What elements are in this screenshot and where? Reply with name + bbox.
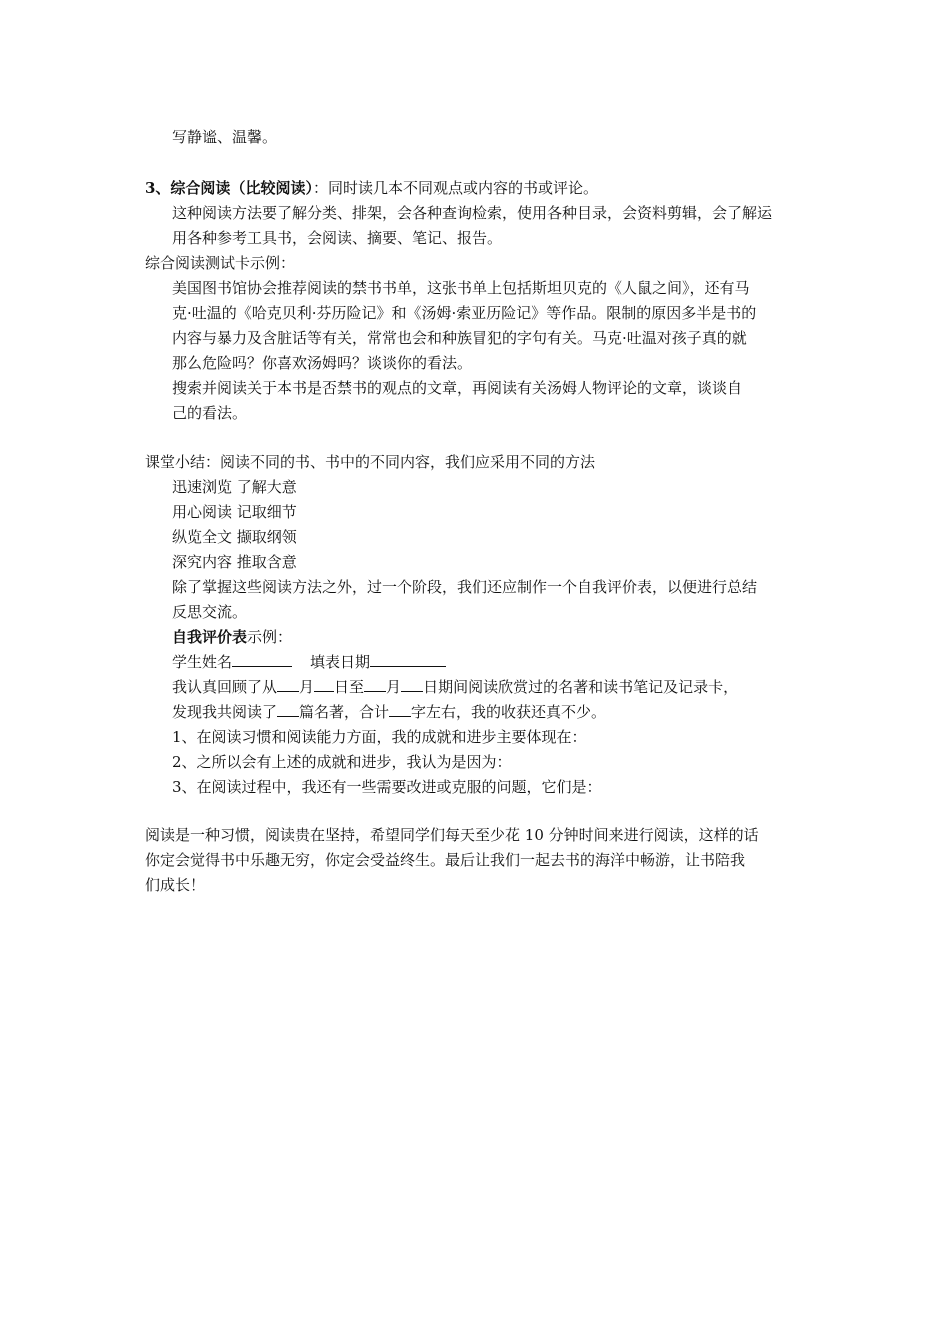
form-question: 3、在阅读过程中，我还有一些需要改进或克服的问题，它们是： <box>172 778 602 796</box>
student-name-label: 学生姓名 <box>172 653 233 671</box>
paragraph-line: 己的看法。 <box>172 404 248 422</box>
to-day-blank[interactable] <box>401 677 423 692</box>
to-month-blank[interactable] <box>364 677 386 692</box>
section-heading <box>145 178 598 198</box>
closing-paragraph-line: 阅读是一种习惯，阅读贵在坚持，希望同学们每天至少花 10 分钟时间来进行阅读，这样的话 <box>145 826 759 844</box>
test-card-label: 综合阅读测试卡示例： <box>145 254 296 272</box>
paragraph-line: 那么危险吗？你喜欢汤姆吗？谈谈你的看法。 <box>172 354 473 372</box>
form-text: 发现我共阅读了 <box>172 703 278 721</box>
paragraph-line: 美国图书馆协会推荐阅读的禁书书单，这张书单上包括斯坦贝克的《人鼠之间》，还有马 <box>172 279 750 297</box>
paragraph-line: 用各种参考工具书，会阅读、摘要、笔记、报告。 <box>172 229 503 247</box>
form-line-name-date <box>172 652 446 672</box>
form-text: 日至 <box>334 678 365 696</box>
paragraph-line: 内容与暴力及含脏话等有关，常常也会和种族冒犯的字句有关。马克·吐温对孩子真的就 <box>172 329 747 347</box>
section-heading-title: 3、综合阅读（比较阅读） <box>145 179 313 197</box>
form-text: 月 <box>386 678 402 696</box>
self-evaluation-suffix: 示例： <box>247 628 293 646</box>
method-item: 用心阅读 记取细节 <box>172 503 297 521</box>
form-question: 2、之所以会有上述的成就和进步，我认为是因为： <box>172 753 512 771</box>
self-evaluation-heading <box>172 627 292 647</box>
class-summary-heading: 课堂小结：阅读不同的书、书中的不同内容，我们应采用不同的方法 <box>145 453 596 471</box>
section-heading-desc: ：同时读几本不同观点或内容的书或评论。 <box>312 179 598 197</box>
word-count-blank[interactable] <box>389 702 411 717</box>
paragraph-line: 写静谧、温馨。 <box>172 128 278 146</box>
paragraph-line: 反思交流。 <box>172 603 248 621</box>
closing-paragraph-line: 你定会觉得书中乐趣无穷，你定会受益终生。最后让我们一起去书的海洋中畅游，让书陪我 <box>145 851 746 869</box>
from-month-blank[interactable] <box>277 677 299 692</box>
form-line-count <box>172 702 606 722</box>
book-count-blank[interactable] <box>277 702 299 717</box>
form-text: 字左右，我的收获还真不少。 <box>411 703 607 721</box>
closing-paragraph-line: 们成长！ <box>145 876 206 894</box>
form-text: 篇名著，合计 <box>299 703 390 721</box>
form-question: 1、在阅读习惯和阅读能力方面，我的成就和进步主要体现在： <box>172 728 587 746</box>
paragraph-line: 搜索并阅读关于本书是否禁书的观点的文章，再阅读有关汤姆人物评论的文章，谈谈自 <box>172 379 743 397</box>
form-text: 日期间阅读欣赏过的名著和读书笔记及记录卡， <box>423 678 739 696</box>
paragraph-line: 克·吐温的《哈克贝利·芬历险记》和《汤姆·索亚历险记》等作品。限制的原因多半是书的 <box>172 304 757 322</box>
form-line-period <box>172 677 738 697</box>
self-evaluation-title: 自我评价表 <box>172 628 248 646</box>
student-name-blank[interactable] <box>232 652 292 667</box>
method-item: 深究内容 推取含意 <box>172 553 297 571</box>
method-item: 纵览全文 撷取纲领 <box>172 528 297 546</box>
method-item: 迅速浏览 了解大意 <box>172 478 297 496</box>
paragraph-line: 除了掌握这些阅读方法之外，过一个阶段，我们还应制作一个自我评价表，以便进行总结 <box>172 578 758 596</box>
fill-date-label: 填表日期 <box>310 653 371 671</box>
from-day-blank[interactable] <box>314 677 334 692</box>
fill-date-blank[interactable] <box>370 652 446 667</box>
form-text: 我认真回顾了从 <box>172 678 278 696</box>
paragraph-line: 这种阅读方法要了解分类、排架，会各种查询检索，使用各种目录，会资料剪辑，会了解运 <box>172 204 773 222</box>
form-text: 月 <box>299 678 315 696</box>
